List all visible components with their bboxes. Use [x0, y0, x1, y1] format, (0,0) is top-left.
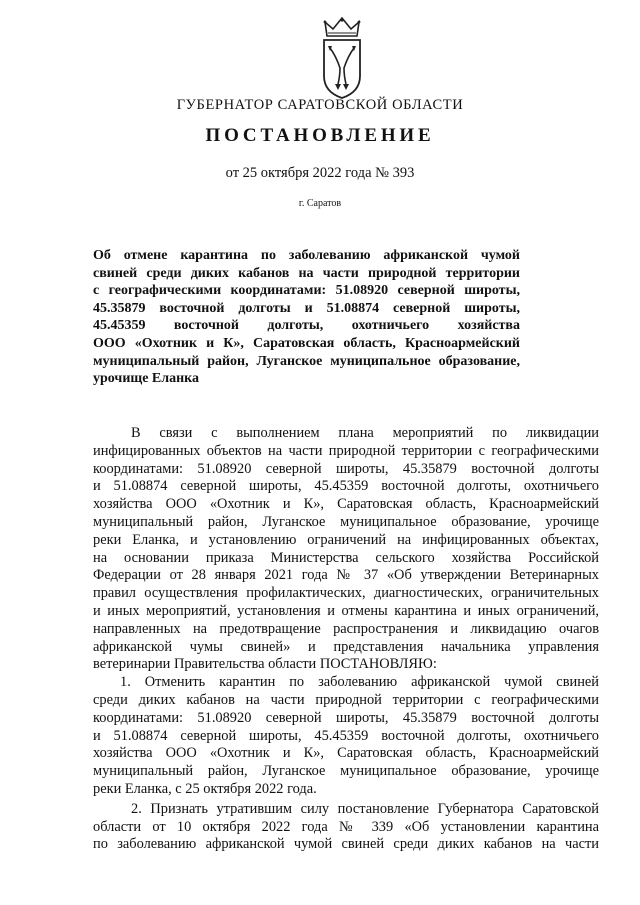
text-line: координатами: 51.08920 северной широты, 45.35879 восточной долготы: [93, 709, 599, 726]
text-line: муниципальный район, Луганское муниципальное образование, урочище: [93, 763, 599, 780]
clause-2-paragraph: [93, 801, 599, 854]
text-line: среди диких кабанов на части природной территории с географическими: [93, 691, 599, 708]
subject-line: 45.35879 восточной долготы и 51.08874 северной широты,: [93, 300, 520, 316]
text-line: на основании приказа Министерства сельского хозяйства Российской: [93, 549, 599, 566]
subject-line: Об отмене карантина по заболеванию африканской чумой: [93, 248, 520, 263]
clause-1-paragraph: [93, 674, 599, 799]
subject-line: ООО «Охотник и К», Саратовская область, Красноармейский: [93, 335, 520, 351]
text-line: ветеринарии Правительства области ПОСТАНОВЛЯЮ:: [93, 656, 437, 673]
text-line: направленных на предотвращение распространения и ликвидацию очагов: [93, 620, 599, 637]
subject-line: муниципальный район, Луганское муниципальное образование,: [93, 353, 520, 369]
text-line: и иных мероприятий, установления и отмены карантина и иных ограничений,: [93, 602, 599, 619]
text-line: реки Еланка, и установлению ограничений на инфицированных объектах,: [93, 531, 599, 548]
issuing-authority: ГУБЕРНАТОР САРАТОВСКОЙ ОБЛАСТИ: [176, 97, 464, 113]
text-line: В связи с выполнением плана мероприятий по ликвидации: [131, 425, 599, 441]
text-line: хозяйства ООО «Охотник и К», Саратовская область, Красноармейский: [93, 496, 599, 513]
text-line: координатами: 51.08920 северной широты, 45.35879 восточной долготы: [93, 460, 599, 477]
text-line: хозяйства ООО «Охотник и К», Саратовская область, Красноармейский: [93, 745, 599, 762]
text-line: африканской чумы свиней» и представления начальника управления: [93, 638, 599, 655]
document-subject: [93, 247, 520, 388]
text-line: инфицированных объектов на части природной территории с географическими: [93, 442, 599, 459]
document-body: [93, 425, 599, 854]
preamble-paragraph: [93, 425, 599, 674]
subject-line: свиней среди диких кабанов на части природной территории: [93, 265, 520, 281]
document-date-number: от 25 октября 2022 года № 393: [225, 165, 415, 181]
subject-line: 45.45359 восточной долготы, охотничьего хозяйства: [93, 318, 520, 334]
subject-line: с географическими координатами: 51.08920 северной широты,: [93, 283, 520, 299]
document-type-title: ПОСТАНОВЛЕНИЕ: [205, 125, 435, 146]
text-line: 1. Отменить карантин по заболеванию африканской чумой свиней: [120, 674, 599, 691]
text-line: 2. Признать утратившим силу постановление Губернатора Саратовской: [131, 800, 599, 817]
text-line: муниципальный район, Луганское муниципальное образование, урочище: [93, 513, 599, 530]
saratov-coat-of-arms-emblem: [320, 16, 364, 100]
text-line: области от 10 октября 2022 года № 339 «Об установлении карантина: [93, 818, 599, 835]
text-line: по заболеванию африканской чумой свиней среди диких кабанов на части: [93, 836, 599, 853]
text-line: Федерации от 28 января 2021 года № 37 «Об утверждении Ветеринарных: [93, 567, 599, 584]
issuing-city: г. Саратов: [298, 198, 342, 209]
text-line: и 51.08874 северной широты, 45.45359 восточной долготы, охотничьего: [93, 727, 599, 744]
text-line: реки Еланка, с 25 октября 2022 года.: [93, 780, 317, 797]
text-line: и 51.08874 северной широты, 45.45359 восточной долготы, охотничьего: [93, 478, 599, 495]
text-line: правил осуществления профилактических, диагностических, ограничительных: [93, 585, 599, 602]
subject-line: урочище Еланка: [93, 371, 200, 387]
